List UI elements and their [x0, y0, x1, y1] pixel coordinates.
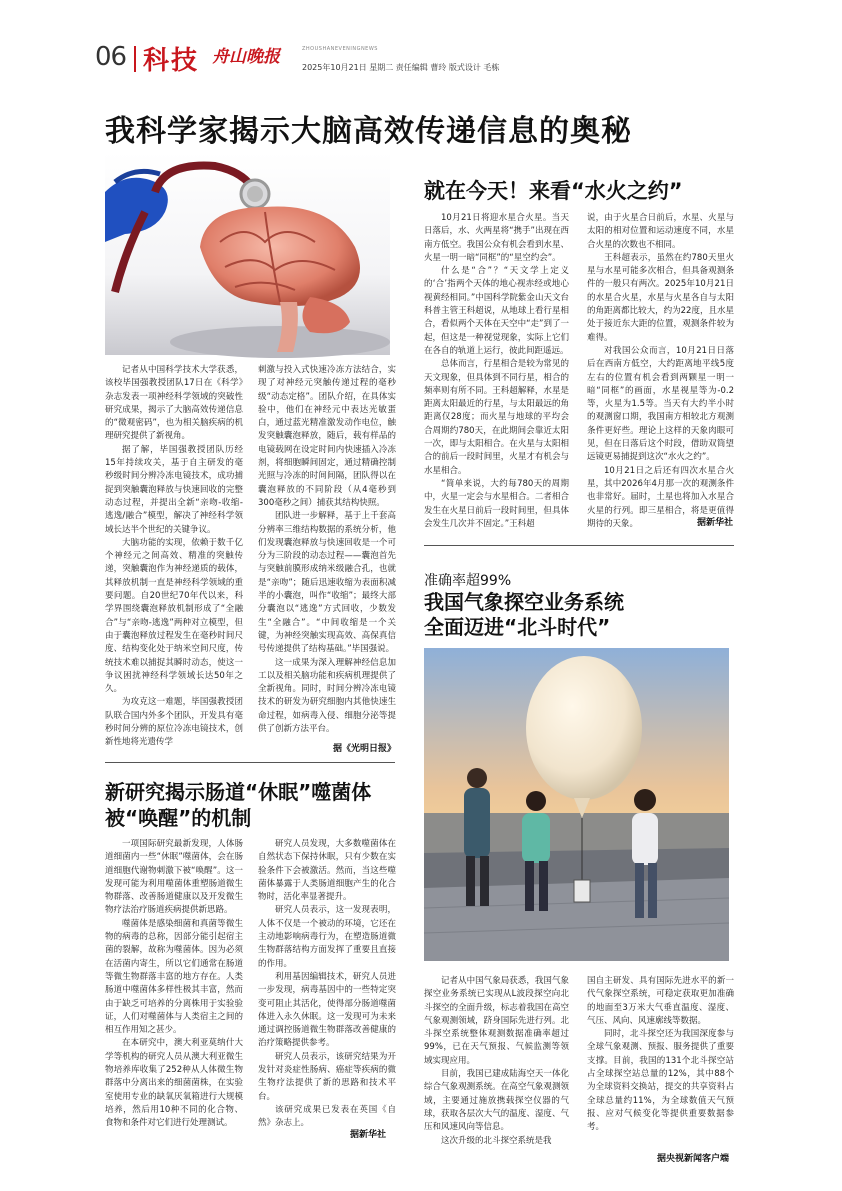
paragraph: 利用基因编辑技术，研究人员进一步发现，病毒基因中的一些特定突变可阻止其活化，使得部分肠道噬菌体进入永久休眠。这一发现可为未来通过调控肠道微生物群落改善健康的治疗策略提供参考。: [258, 971, 396, 1049]
paragraph: 刺激与投入式快速冷冻方法结合，实现了对神经元突触传递过程的毫秒级“动态定格”。团队介绍，在具体实验中，他们在神经元中表达光敏蛋白，通过蓝光精准激发动作电位，触发突触囊泡释放，随后，载有样品的电镜载网在设定时间内快速插入冷冻剂，将细胞瞬间固定，通过精确控制光照与冷冻的时间间隔，团队得以在囊泡释放的不同阶段（从4毫秒到300毫秒之间）捕获其结构快照。: [258, 365, 396, 508]
beidou-credit: 据央视新闻客户端: [657, 1154, 730, 1164]
water-fire-credit: 据新华社: [697, 518, 734, 528]
gut-article-col1: [105, 838, 243, 1143]
paragraph: “简单来说，大约每780天的周期中，火星一定会与水星相合。二者相合发生在火星日前后一段时间里，但具体会发生几次并不固定。”王科超: [424, 478, 569, 529]
headline-beidou: [424, 590, 734, 640]
paragraph: 10月21日将迎水星合火星。当天日落后，水、火两星将“携手”出现在西南方低空。我国公众有机会看到水星、火星一明一暗“同框”的“星空约会”。: [424, 213, 569, 263]
divider: [424, 545, 734, 546]
paragraph: 研究人员发现，大多数噬菌体在自然状态下保持休眠，只有少数在实验条件下会被激活。然而，当这些噬菌体暴露于人类肠道细胞产生的化合物时，活化率显著提升。: [258, 839, 396, 903]
headline-line: 全面迈进“北斗时代”: [424, 615, 611, 639]
headline-line: 我国气象探空业务系统: [424, 590, 624, 614]
paragraph: 团队进一步解释，基于上千套高分辨率三维结构数据的系统分析，他们发现囊泡释放与快速回收是一个可分为三阶段的动态过程——囊泡首先与突触前膜形成纳米级融合孔，也就是“亲吻”；随后迅速收缩为表面积减半的小囊泡，叫作“收缩”；最终大部分囊泡以“逃逸”方式回收，少数发生“全融合”。“中间收缩是一个关键，为神经突触实现高效、高保真信号传递提供了结构基础。”毕国强说。: [258, 511, 396, 655]
paragraph: 记者从中国科学技术大学获悉，该校毕国强教授团队17日在《科学》杂志发表一项神经科学领域的突破性研究成果，揭示了大脑高效传递信息的“微观密码”，也为相关脑疾病的机理研究提供了新视角。: [105, 365, 243, 442]
paragraph: 噬菌体是感染细菌和真菌等微生物的病毒的总称，因部分能引起宿主菌的裂解，故称为噬菌体。因为必须在活菌内寄生，所以它们通常在肠道等微生物群落丰富的地方存在。人类肠道中噬菌体多样性极其丰富，然而由于缺乏可培养的分离株用于实验验证，人们对噬菌体与人类宿主之间的相互作用知之甚少。: [105, 918, 243, 1036]
paragraph: 在本研究中，澳大利亚莫纳什大学等机构的研究人员从澳大利亚微生物培养库收集了252种从人体微生物群落中分离出来的细菌菌株，在实验室使用专业的缺氧厌氧箱进行大规模培养，然后用10种不同的化合物、食物和条件对它们进行处理测试。: [105, 1038, 243, 1129]
paragraph: 同时，北斗探空还为我国深度参与全球气象观测、预报、服务提供了重要支撑。目前，我国的131个北斗探空站占全球探空站总量的12%，其中88个为全球资料交换站，提交的共享资料占全球总量约11%，为全球数值天气预报、应对气候变化等提供重要数据参考。: [587, 1029, 734, 1133]
paragraph: 为攻克这一难题，毕国强教授团队联合国内外多个团队，开发具有毫秒时间分辨的原位冷冻电镜技术，创新性地将光遗传学: [105, 697, 243, 748]
gut-article-col2: [258, 838, 396, 1128]
paragraph: 说，由于火星合日前后，水星、火星与太阳的相对位置和运动速度不同，水星合火星的次数也不相同。: [587, 213, 734, 250]
paragraph: 该研究成果已发表在英国《自然》杂志上。: [258, 1104, 396, 1129]
beidou-col2: [587, 975, 734, 1150]
brain-article-col1: [105, 364, 243, 759]
headline-water-fire: 就在今天！来看“水火之约”: [424, 179, 683, 203]
balloon-photo: [424, 648, 729, 961]
brain-article-col2: [258, 364, 396, 744]
headline-line: 被“唤醒”的机制: [105, 806, 252, 830]
paragraph: 10月21日之后还有四次水星合火星，其中2026年4月那一次的观测条件也非常好。届时，土星也将加入水星合火星的行列。即三星相合，将是更值得期待的天象。: [587, 465, 734, 529]
headline-gut: [105, 779, 395, 831]
paragraph: 对我国公众而言，10月21日日落后在西南方低空，大约距离地平线5度左右的位置有机会看到两颗星一明一暗“同框”的画面，水星视星等为-0.2等，火星为1.5等。当天有大约半小时的观测窗口期，我国南方相较北方观测条件更好些。理论上这样的天象肉眼可见，但在日落后这个时段，借助双筒望远镜更易捕捉到这次“水火之约”。: [587, 345, 734, 463]
paragraph: 研究人员表示，该研究结果为开发针对炎症性肠病、癌症等疾病的微生物疗法提供了新的思路和技术平台。: [258, 1051, 396, 1102]
paragraph: 大脑功能的实现，依赖于数千亿个神经元之间高效、精准的突触传递，突触囊泡作为神经递质的载体，其释放机制一直是神经科学领域的重要问题。自20世纪70年代以来，科学界围绕囊泡释放机制形成了“全融合”与“亲吻-逃逸”两种对立模型，但由于囊泡释放过程发生在毫秒时间尺度、结构变化处于纳米空间尺度，传统技术难以捕捉其瞬时动态，使这一争议困扰神经科学领域长达50年之久。: [105, 537, 243, 695]
paragraph: 总体而言，行星相合是较为常见的天文现象，但具体到不同行星，相合的频率则有所不同。王科超解释，水星是距离太阳最近的行星，与太阳最远的角距离仅28度；而火星与地球的平均会合周期约780天，在此期间会靠近太阳一次，即与太阳相合。在火星与太阳相合的前后一段时间里，火星才有机会与水星相合。: [424, 359, 569, 476]
water-fire-col1: [424, 212, 569, 537]
page-header: [95, 38, 795, 78]
headline-brain: 我科学家揭示大脑高效传递信息的奥秘: [105, 114, 632, 149]
headline-line: 新研究揭示肠道“休眠”噬菌体: [105, 780, 372, 804]
brain-credit: 据《光明日报》: [333, 744, 397, 754]
paragraph: 研究人员表示，这一发现表明，人体不仅是一个被动的环境，它还在主动地影响病毒行为，在塑造肠道微生物群落结构方面发挥了重要且直接的作用。: [258, 905, 396, 969]
paragraph: 这一成果为深入理解神经信息加工以及相关脑功能和疾病机理提供了全新视角。同时，时间分辨冷冻电镜技术的研发为研究细胞内其他快速生命过程，如病毒入侵、细胞分泌等提供了创新方法平台。: [258, 657, 396, 735]
paragraph: 目前，我国已建成陆海空天一体化综合气象观测系统。在高空气象观测领域，主要通过施放携载探空仪器的气球，获取各层次大气的温度、湿度、气压和风速风向等信息。: [424, 1069, 569, 1133]
section-title: 科技: [143, 46, 200, 76]
paragraph: 这次升级的北斗探空系统是我: [441, 1135, 552, 1146]
issue-meta: 2025年10月21日 星期二 责任编辑 曹玲 版式设计 毛栋: [302, 63, 500, 72]
paragraph: 一项国际研究最新发现，人体肠道细菌内一些“休眠”噬菌体，会在肠道细胞代谢物刺激下被“唤醒”。这一发现可能为利用噬菌体重塑肠道微生物群落、改善肠道健康以及开发微生物疗法治疗肠道疾病提供新思路。: [105, 839, 243, 916]
kicker-beidou: 准确率超99%: [424, 573, 512, 589]
paper-logo: 舟山晚报: [212, 47, 280, 67]
paragraph: 据了解，毕国强教授团队历经15年持续攻关，基于自主研发的毫秒级时间分辨冷冻电镜技术，成功捕捉到突触囊泡释放与快速回收的完整动态过程，并提出全新“亲吻-收缩-逃逸/融合”模型，解决了神经科学领域长达半个世纪的关键争议。: [105, 444, 243, 535]
beidou-col1: [424, 975, 569, 1165]
paragraph: 记者从中国气象局获悉，我国气象探空业务系统已实现从L波段探空向北斗探空的全面升级，标志着我国在高空气象观测领域，跻身国际先进行列。北斗探空系统整体观测数据准确率超过99%，已在天气预报、气候监测等领域实现应用。: [424, 976, 569, 1066]
paragraph: 国自主研发、具有国际先进水平的新一代气象探空系统，可稳定获取更加准确的地面至3万米大气垂直温度、湿度、气压、风向、风速廓线等数据。: [587, 976, 734, 1026]
brain-photo: [105, 152, 390, 355]
paper-pinyin: ZHOUSHANEVENINGNEWS: [302, 46, 378, 52]
gut-credit: 据新华社: [350, 1130, 387, 1140]
paragraph: 什么是“合”？“天文学上定义的‘合’指两个天体的地心视赤经或地心视黄经相同。”中国科学院紫金山天文台科普主管王科超说，从地球上看行星相合，看似两个天体在天空中“走”到了一起，但这是一种视觉现象，实际上它们在各自的轨道上运行，彼此间距遥远。: [424, 266, 569, 356]
header-divider: [134, 46, 136, 72]
paragraph: 王科超表示，虽然在约780天里火星与水星可能多次相合，但具备观测条件的一般只有两次。2025年10月21日的水星合火星，水星与火星各自与太阳的角距离都比较大，约为22度，且水星处于接近东大距的位置，观测条件较为难得。: [587, 252, 734, 343]
divider: [105, 762, 395, 763]
page-number: 06: [95, 42, 127, 72]
